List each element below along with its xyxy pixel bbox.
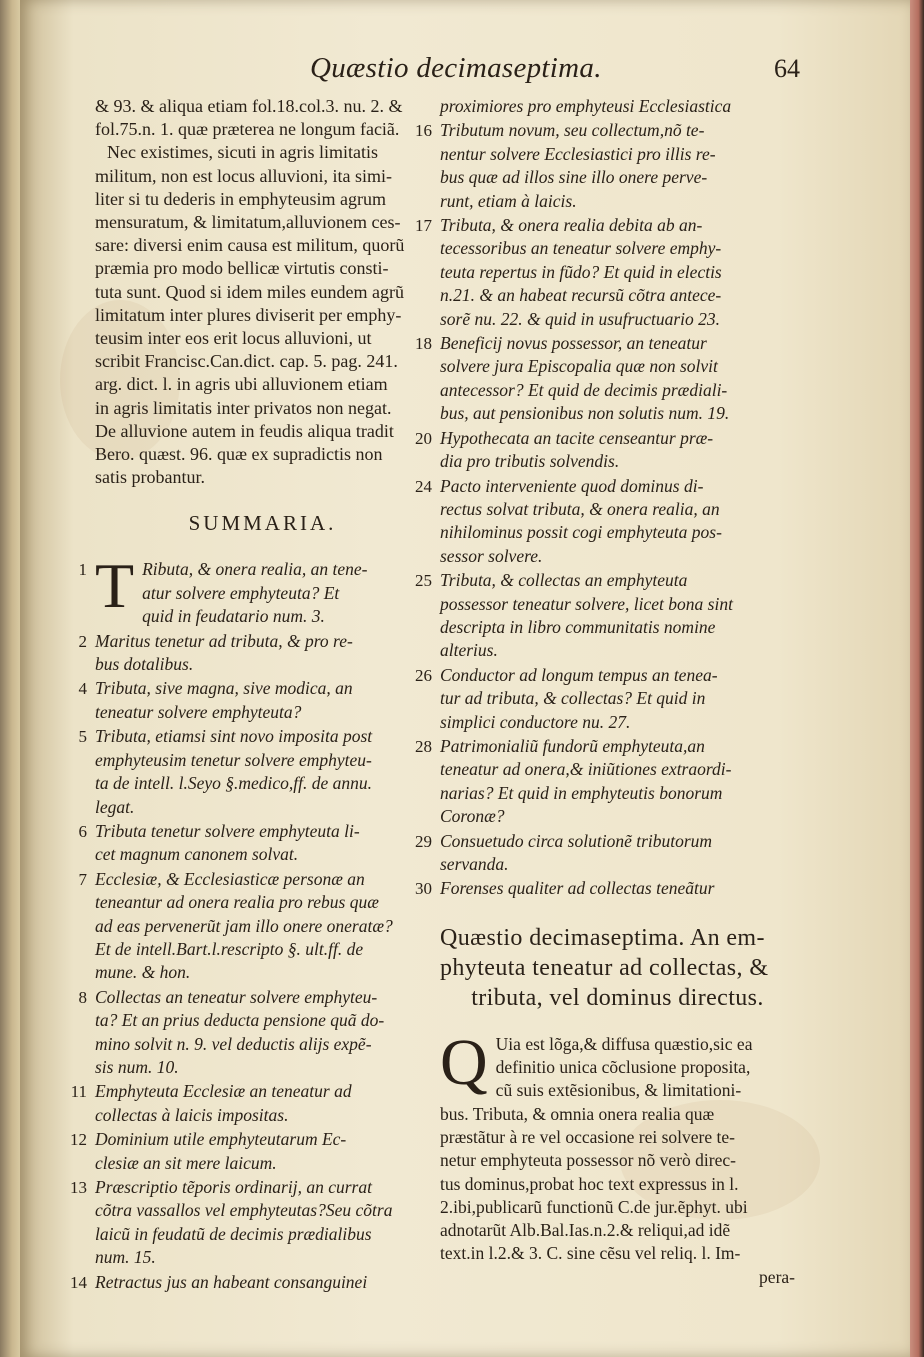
summary-line: alterius. xyxy=(440,640,498,661)
summary-line: Tributum novum, seu collectum,nõ te- xyxy=(440,120,705,141)
question-body-line: præstãtur à re vel occasione rei solvere te- xyxy=(440,1127,735,1147)
summary-line: Tributa tenetur solvere emphyteuta li- xyxy=(95,820,360,841)
summary-number: 12 xyxy=(70,1130,87,1150)
page-number: 64 xyxy=(774,54,800,83)
summary-line: sessor solvere. xyxy=(440,545,543,566)
summary-line: antecessor? Et quid de decimis prædiali- xyxy=(440,379,728,400)
question-body-line: adnotarũt Alb.Bal.Ias.n.2.& reliqui,ad idẽ xyxy=(440,1220,731,1241)
summary-number: 8 xyxy=(78,987,87,1007)
drop-cap-q: Q xyxy=(440,1025,488,1099)
summary-text xyxy=(440,119,716,213)
running-head: Quæstio decimaseptima. xyxy=(310,52,602,84)
summary-line: runt, etiam à laicis. xyxy=(440,190,577,211)
body-line: limitatum inter plures diviserit per emphy- xyxy=(95,304,402,325)
drop-cap-t: T xyxy=(95,550,135,622)
summary-line: dia pro tributis solvendis. xyxy=(440,451,620,472)
summaria-heading: SUMMARIA. xyxy=(188,511,337,536)
summary-entry xyxy=(70,1080,430,1127)
question-title-line: Quæstio decimaseptima. An em- xyxy=(440,924,765,951)
summary-text xyxy=(440,427,713,474)
summary-line: legat. xyxy=(95,796,135,817)
summary-text xyxy=(440,664,718,734)
summary-entry xyxy=(415,830,795,877)
summary-line: rectus solvat tributa, & onera realia, an xyxy=(440,498,720,519)
body-line: arg. dict. l. in agris ubi alluvionem etiam xyxy=(95,374,388,395)
summary-number: 29 xyxy=(415,831,432,851)
summary-line: ta de intell. l.Seyo §.medico,ff. de annu. xyxy=(95,773,373,794)
question-body-line: bus. Tributa, & omnia onera realia quæ xyxy=(440,1103,715,1124)
summary-number: 24 xyxy=(415,476,432,496)
summary-line: nentur solvere Ecclesiastici pro illis re- xyxy=(440,143,716,164)
summary-line: num. 15. xyxy=(95,1247,156,1268)
summary-line: mino solvit n. 9. vel deductis alijs expẽ- xyxy=(95,1033,372,1054)
summaria-right-list xyxy=(415,95,795,901)
summary-line: simplici conductore nu. 27. xyxy=(440,711,631,732)
summary-text xyxy=(95,1128,346,1175)
summary-line: emphyteusim tenetur solvere emphyteu- xyxy=(95,749,372,770)
summary-entry xyxy=(415,664,795,734)
summary-number: 13 xyxy=(70,1178,87,1198)
summary-line: ta? Et an prius deducta pensione quã do- xyxy=(95,1010,385,1031)
summary-line: Ributa, & onera realia, an tene- xyxy=(142,559,368,580)
summary-line: nihilominus possit cogi emphyteuta pos- xyxy=(440,522,722,543)
summary-line: Emphyteuta Ecclesiæ an teneatur ad xyxy=(95,1081,352,1102)
summary-entry xyxy=(415,427,795,474)
summary-line: bus dotalibus. xyxy=(95,654,194,675)
summary-text xyxy=(95,1271,367,1294)
summary-number: 26 xyxy=(415,665,432,685)
summary-line: sorẽ nu. 22. & quid in usufructuario 23. xyxy=(440,308,721,329)
body-line: teusim inter eos erit locus alluvioni, ut xyxy=(95,328,372,349)
summary-line: possessor teneatur solvere, licet bona sint xyxy=(440,593,733,614)
summary-entry xyxy=(440,95,795,118)
summary-line: tur ad tributa, & collectas? Et quid in xyxy=(440,688,706,709)
summary-number: 18 xyxy=(415,334,432,354)
body-line: in agris limitatis inter privatos non negat. xyxy=(95,397,392,418)
summary-line: Coronæ? xyxy=(440,806,505,827)
summary-line: Tributa, & collectas an emphyteuta xyxy=(440,570,688,591)
summary-number: 30 xyxy=(415,879,432,899)
summary-line: teneantur ad onera realia pro rebus quæ xyxy=(95,892,379,913)
summary-line: Beneficij novus possessor, an teneatur xyxy=(440,333,707,354)
page-header xyxy=(300,50,800,90)
summary-text xyxy=(440,877,714,900)
summary-text xyxy=(95,1080,352,1127)
summary-text xyxy=(95,550,368,628)
question-body-line: text.in l.2.& 3. C. sine cẽsu vel reliq. l. Im- xyxy=(440,1243,741,1264)
summary-line: Patrimonialiũ fundorũ emphyteuta,an xyxy=(440,735,705,756)
body-line: & 93. & aliqua etiam fol.18.col.3. nu. 2. & xyxy=(95,96,403,116)
summary-line: Forenses qualiter ad collectas teneãtur xyxy=(440,878,715,899)
body-line: tuta sunt. Quod si idem miles eundem agrũ xyxy=(95,281,404,302)
body-line: De alluvione autem in feudis aliqua tradit xyxy=(95,420,394,441)
summary-line: cõtra vassallos vel emphyteutas?Seu cõtra xyxy=(95,1200,393,1221)
summary-line: teuta repertus in fũdo? Et quid in electis xyxy=(440,261,722,282)
body-line: satis probantur. xyxy=(95,467,205,488)
right-column xyxy=(415,95,795,1289)
facing-page-edge xyxy=(0,0,20,1357)
body-line: sare: diversi enim causa est militum, quorũ xyxy=(95,235,405,256)
summary-line: Maritus tenetur ad tributa, & pro re- xyxy=(95,630,353,651)
summary-line: quid in feudatario num. 3. xyxy=(142,606,325,627)
red-page-edge xyxy=(910,0,924,1357)
summary-text xyxy=(440,95,731,118)
summary-line: n.21. & an habeat recursũ cõtra antece- xyxy=(440,285,722,306)
summary-number: 7 xyxy=(78,869,87,889)
summary-text xyxy=(95,986,384,1080)
question-body-line: tus dominus,probat hoc text expressus in l. xyxy=(440,1173,739,1194)
summary-line: teneatur ad onera,& iniũtiones extraordi- xyxy=(440,759,732,780)
summary-text xyxy=(95,1176,392,1270)
question-body-line: pera- xyxy=(759,1266,795,1287)
summary-line: bus, aut pensionibus non solutis num. 19. xyxy=(440,403,730,424)
summary-text xyxy=(440,830,712,877)
summary-text xyxy=(440,332,729,426)
summary-line: Collectas an teneatur solvere emphyteu- xyxy=(95,986,378,1007)
question-body-line: netur emphyteuta possessor nõ verò direc- xyxy=(440,1150,736,1171)
summary-line: narias? Et quid in emphyteutis bonorum xyxy=(440,782,723,803)
summary-line: clesiæ an sit mere laicum. xyxy=(95,1152,277,1173)
summary-entry xyxy=(78,725,430,819)
summary-line: cet magnum canonem solvat. xyxy=(95,844,299,865)
summary-text xyxy=(95,630,353,677)
summaria-left-list xyxy=(70,550,430,1294)
summary-line: sis num. 10. xyxy=(95,1056,179,1077)
summary-line: laicũ in feudatũ de decimis prædialibus xyxy=(95,1223,372,1244)
summary-number: 11 xyxy=(70,1082,87,1102)
summary-entry xyxy=(78,677,430,724)
question-body xyxy=(440,1025,795,1289)
summary-entry xyxy=(415,119,795,213)
summary-text xyxy=(95,725,372,819)
summary-entry xyxy=(415,475,795,569)
summary-line: teneatur solvere emphyteuta? xyxy=(95,701,302,722)
summary-line: servanda. xyxy=(440,854,509,874)
summary-text xyxy=(95,820,360,867)
summary-line: Præscriptio tẽporis ordinarij, an currat xyxy=(95,1177,372,1198)
summary-entry xyxy=(78,550,430,628)
summary-entry xyxy=(70,1271,430,1294)
summary-number: 4 xyxy=(78,679,87,699)
question-body-line: Uia est lõga,& diffusa quæstio,sic ea xyxy=(495,1033,753,1054)
summary-entry xyxy=(415,332,795,426)
summary-entry xyxy=(415,214,795,331)
summary-text xyxy=(95,677,353,724)
question-body-line: cũ suis extẽsionibus, & limitationi- xyxy=(495,1080,742,1101)
summary-line: descripta in libro communitatis nomine xyxy=(440,616,716,637)
body-line: Bero. quæst. 96. quæ ex supradictis non xyxy=(95,444,383,465)
summary-line: Consuetudo circa solutionẽ tributorum xyxy=(440,830,713,851)
summary-line: mune. & hon. xyxy=(95,962,191,983)
summary-entry xyxy=(78,820,430,867)
summary-number: 5 xyxy=(78,727,87,747)
summary-text xyxy=(440,475,722,569)
summary-number: 17 xyxy=(415,216,432,236)
summary-number: 2 xyxy=(78,631,87,651)
summary-line: Retractus jus an habeant consanguinei xyxy=(95,1271,368,1292)
question-body-line: definitio unica cõclusione proposita, xyxy=(495,1057,751,1078)
question-title-line: phyteuta teneatur ad collectas, & xyxy=(440,954,769,981)
body-line: liter si tu dederis in emphyteusim agrum xyxy=(95,188,386,209)
summary-line: Conductor ad longum tempus an tenea- xyxy=(440,664,718,685)
body-line: scribit Francisc.Can.dict. cap. 5. pag. 241. xyxy=(95,351,398,372)
summary-line: Ecclesiæ, & Ecclesiasticæ personæ an xyxy=(95,868,365,889)
question-body-line: 2.ibi,publicarũ functionũ C.de jur.ẽphyt. ubi xyxy=(440,1196,748,1217)
summary-number: 25 xyxy=(415,571,432,591)
summary-entry xyxy=(70,1128,430,1175)
summary-number xyxy=(410,95,440,118)
summary-number: 1 xyxy=(78,560,87,580)
summary-number: 6 xyxy=(78,821,87,841)
summary-line: solvere jura Episcopalia quæ non solvit xyxy=(440,356,718,377)
summary-line: Tributa, sive magna, sive modica, an xyxy=(95,678,353,699)
body-line: fol.75.n. 1. quæ præterea ne longum faciã. xyxy=(95,119,400,140)
summary-text xyxy=(440,735,731,829)
summary-entry xyxy=(70,1176,430,1270)
summary-line: tecessoribus an teneatur solvere emphy- xyxy=(440,238,722,259)
summary-text xyxy=(440,569,733,663)
body-line: præmia pro modo bellicæ virtutis consti- xyxy=(95,258,389,279)
summary-line: Tributa, & onera realia debita ab an- xyxy=(440,215,703,236)
summary-line: Hypothecata an tacite censeantur præ- xyxy=(440,427,714,448)
left-column xyxy=(70,95,430,1295)
summary-text xyxy=(95,868,393,985)
left-body-text xyxy=(95,95,430,489)
summary-line: collectas à laicis impositas. xyxy=(95,1104,289,1125)
summary-number: 20 xyxy=(415,428,432,448)
summary-line: atur solvere emphyteuta? Et xyxy=(142,582,340,603)
summary-number: 14 xyxy=(70,1272,87,1292)
summary-line: ad eas pervenerũt jam illo onere oneratæ? xyxy=(95,915,393,936)
body-line: mensuratum, & limitatum,alluvionem ces- xyxy=(95,212,401,233)
summary-line: Pacto interveniente quod dominus di- xyxy=(440,475,704,496)
question-title xyxy=(440,923,795,1013)
summary-entry xyxy=(78,868,430,985)
question-title-line: tributa, vel dominus directus. xyxy=(471,984,764,1011)
summary-line: Tributa, etiamsi sint novo imposita post xyxy=(95,726,373,747)
summary-text xyxy=(440,214,722,331)
summary-entry xyxy=(78,986,430,1080)
summary-entry xyxy=(78,630,430,677)
summary-entry xyxy=(415,735,795,829)
summary-line: bus quæ ad illos sine illo onere perve- xyxy=(440,167,708,188)
body-line: militum, non est locus alluvioni, ita simi- xyxy=(95,165,392,186)
summary-line: Et de intell.Bart.l.rescripto §. ult.ff. de xyxy=(95,938,364,959)
summary-entry xyxy=(415,569,795,663)
body-line: Nec existimes, sicuti in agris limitatis xyxy=(107,142,378,163)
summary-line: proximiores pro emphyteusi Ecclesiastica xyxy=(440,96,732,116)
summary-entry xyxy=(415,877,795,900)
summary-line: Dominium utile emphyteutarum Ec- xyxy=(95,1129,347,1150)
summary-number: 16 xyxy=(415,121,432,141)
summary-number: 28 xyxy=(415,736,432,756)
